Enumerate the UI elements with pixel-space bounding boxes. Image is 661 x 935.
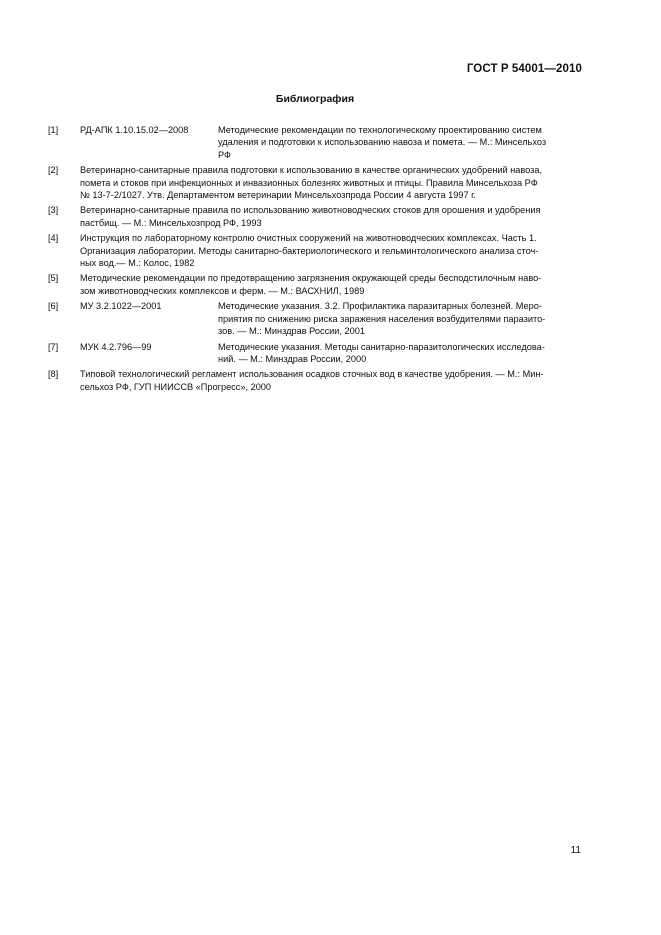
- entry-code: РД-АПК 1.10.15.02—2008: [80, 125, 189, 135]
- entry-number: [4]: [48, 233, 59, 244]
- bibliography-entry-7: [48, 341, 583, 366]
- bibliography-entry-3: [48, 204, 583, 229]
- entry-text: Методические рекомендации по предотвращению загрязнения окружающей среды бесподстилочным наво- зом животноводческих комплексов и ферм. — М.: ВАСХНИЛ, 1989: [80, 273, 542, 296]
- entry-code: МУ 3.2.1022—2001: [80, 301, 162, 312]
- bibliography-list: [48, 124, 583, 396]
- entry-text: Ветеринарно-санитарные правила по использованию животноводческих стоков для орошения и удобрения пастбищ. — М.: Минсельхозпрод РФ, 1993: [80, 205, 541, 228]
- page-number: 11: [570, 845, 581, 856]
- bibliography-entry-6: [48, 300, 583, 337]
- entry-text: Инструкция по лабораторному контролю очистных сооружений на животноводческих комплексах. Часть 1. Организация лаборатории. Методы санитарно-бактериологического и гельминтологического анализа сточ- ных вод.— М.: Колос, 1982: [80, 233, 539, 269]
- bibliography-entry-8: [48, 368, 583, 393]
- entry-text: Типовой технологический регламент использования осадков сточных вод в качестве удобрения. — М.: Мин- сельхоз РФ, ГУП НИИССВ «Прогресс», 2000: [80, 369, 544, 392]
- entry-number: [3]: [48, 205, 59, 216]
- entry-text: Методические указания. Методы санитарно-паразитологических исследова- ний. — М.: Минздрав России, 2000: [218, 341, 545, 364]
- entry-number: [5]: [48, 273, 59, 284]
- entry-number: [7]: [48, 341, 59, 352]
- entry-number: [6]: [48, 301, 59, 312]
- entry-code: МУК 4.2.796—99: [80, 341, 152, 352]
- entry-text: Ветеринарно-санитарные правила подготовки к использованию в качестве органических удобрений навоза, помета и стоков при инфекционных и инвазионных болезнях животных и птицы. Правила Минсельхоза РФ № 13-7-2/1027. Утв. Департаментом ветеринарии Минсельхозпрода России 4 августа 1997 г.: [80, 165, 543, 201]
- entry-text: Методические рекомендации по технологическому проектированию систем удаления и подготовки к использованию навоза и помета. — М.: Минсельхоз РФ: [218, 125, 547, 160]
- bibliography-entry-2: [48, 164, 583, 201]
- document-code: ГОСТ Р 54001—2010: [466, 63, 582, 75]
- entry-text: Методические указания. 3.2. Профилактика паразитарных болезней. Меро- приятия по снижению риска заражения населения возбудителями паразито- зов. — М.: Минздрав России, 2001: [218, 301, 546, 337]
- bibliography-entry-1: [48, 124, 583, 161]
- entry-number: [2]: [48, 165, 59, 176]
- bibliography-entry-4: [48, 232, 583, 269]
- entry-number: [8]: [48, 369, 59, 380]
- entry-number: [1]: [48, 125, 59, 135]
- bibliography-entry-5: [48, 272, 583, 297]
- section-title: Библиография: [275, 93, 355, 105]
